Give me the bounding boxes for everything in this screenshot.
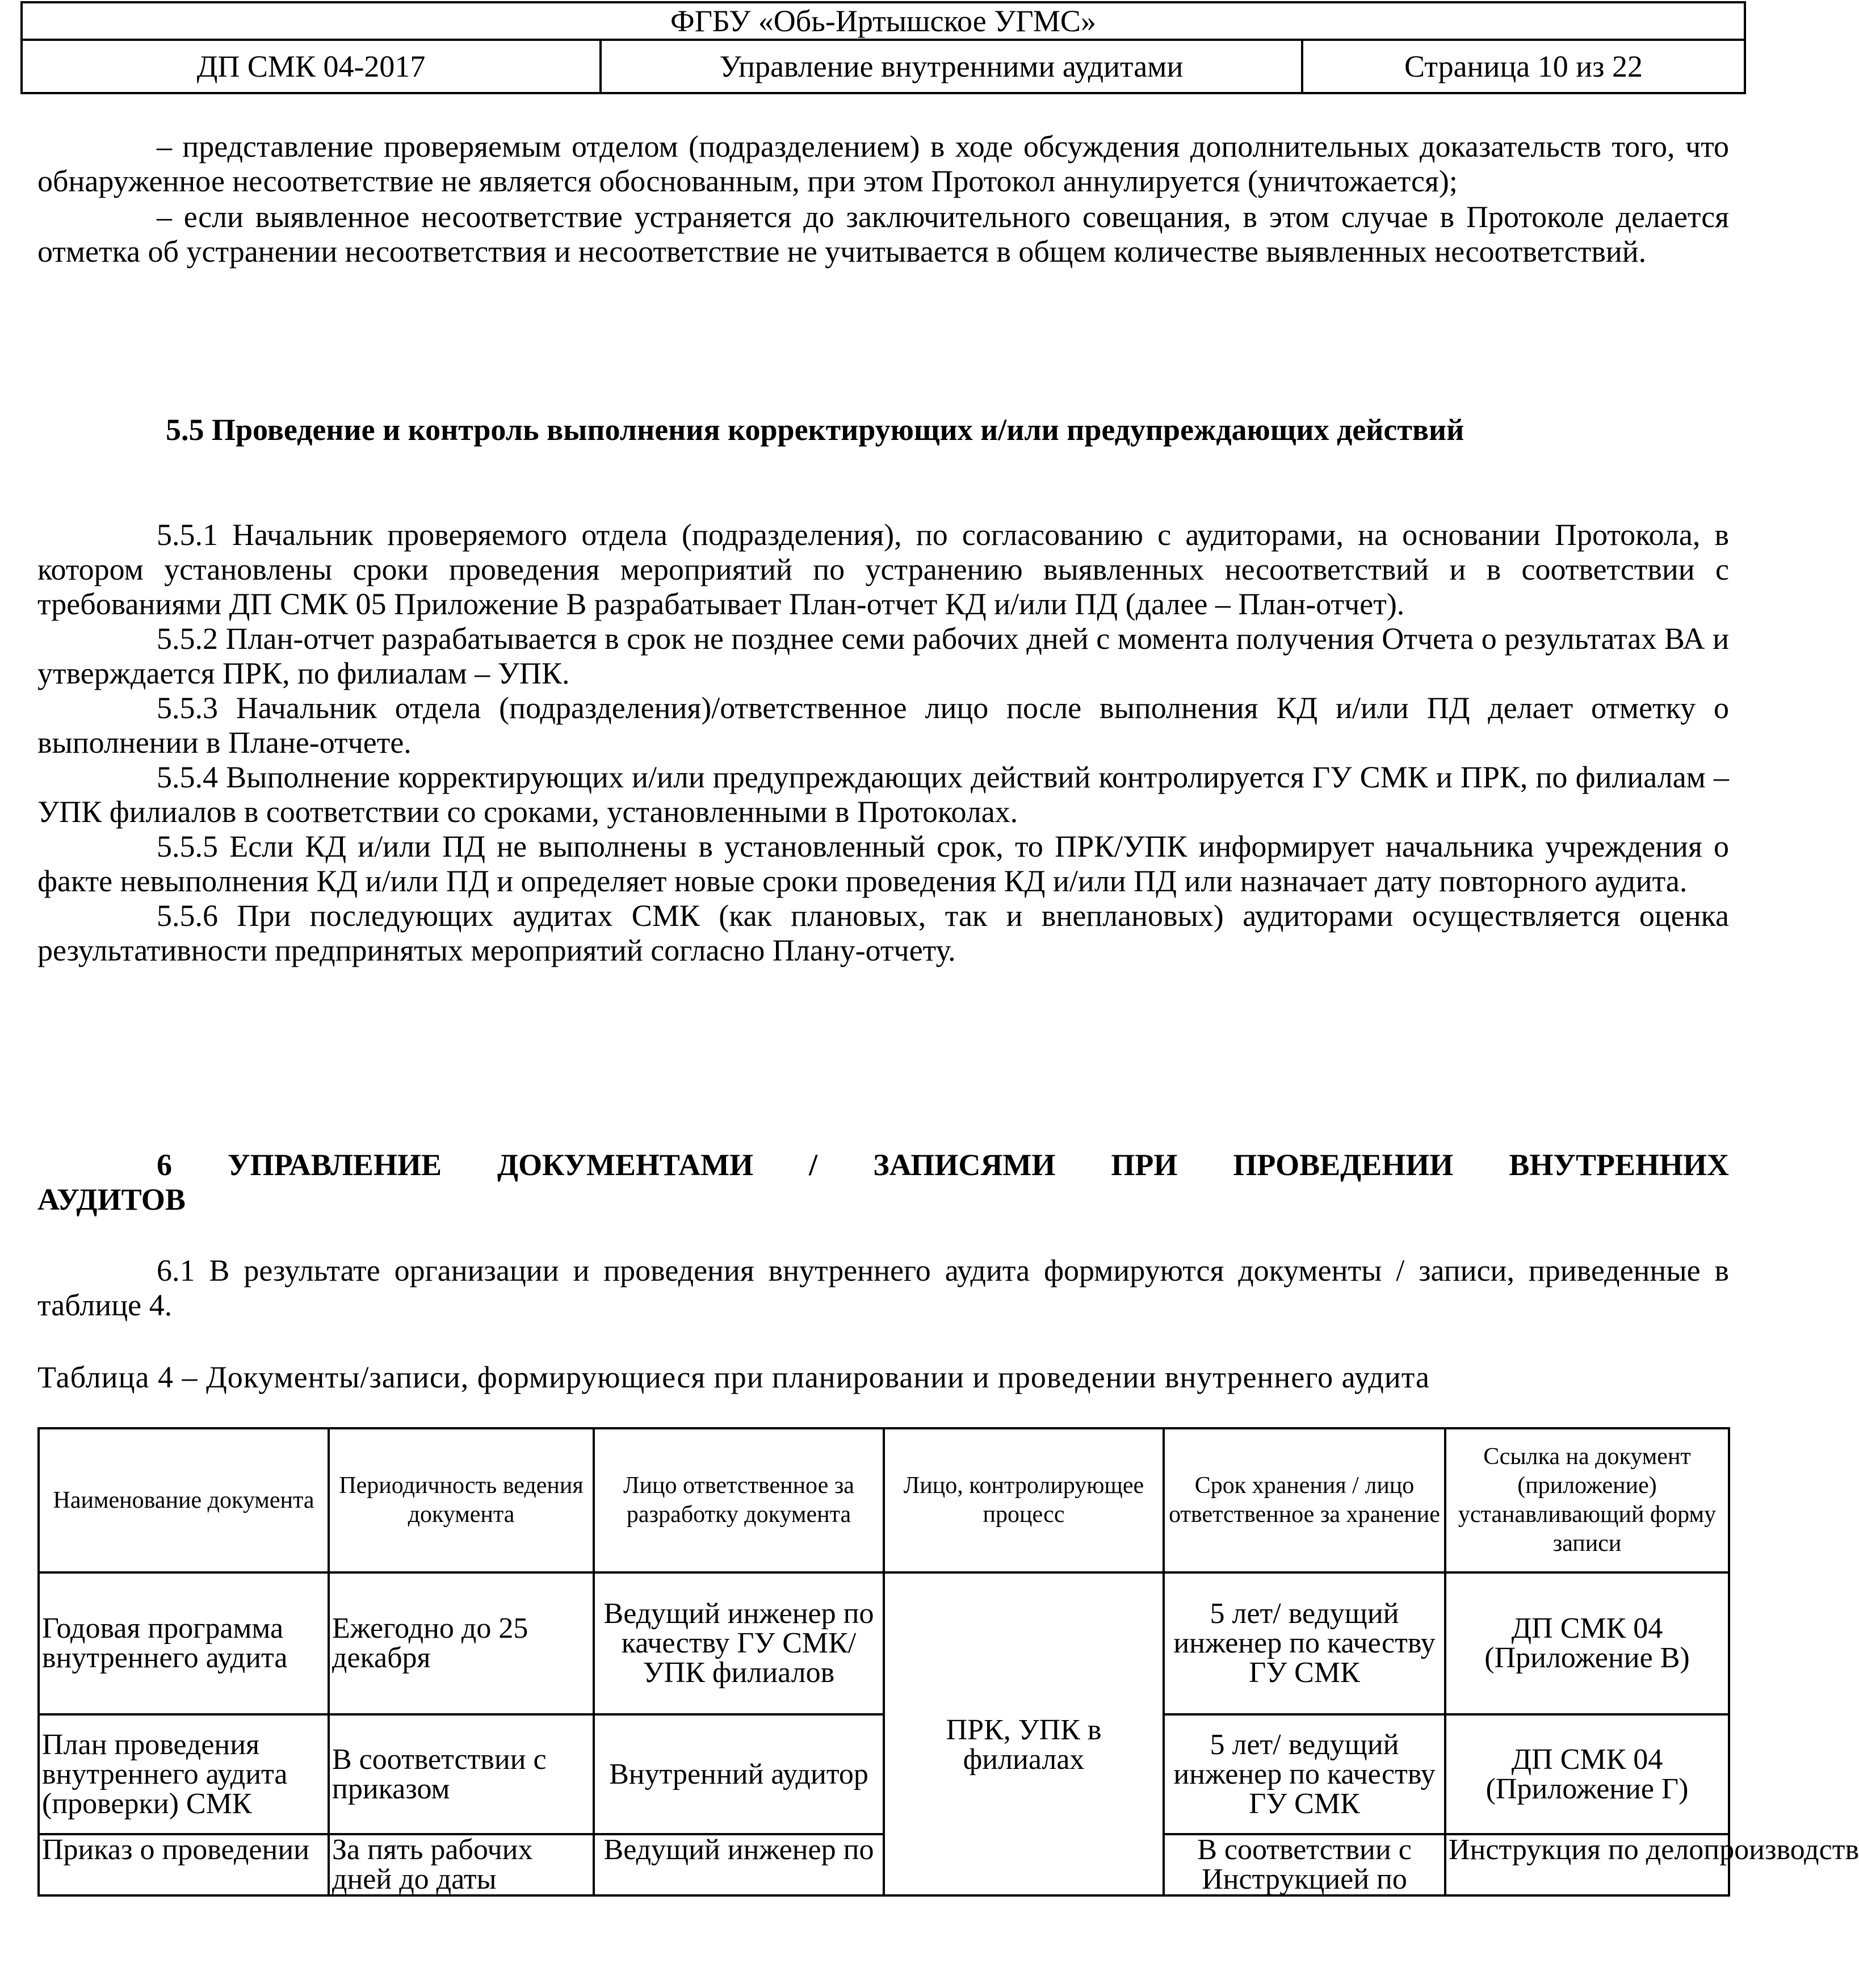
page-number: Страница 10 из 22 [1302, 40, 1745, 93]
paragraph-5-5-2: 5.5.2 План-отчет разрабатывается в срок не позднее семи рабочих дней с момента получения Отчета о результатах ВА и утверждается ПРК, по филиалам – УПК. [37, 622, 1729, 690]
column-header: Срок хранения / лицо ответственное за хранение [1164, 1428, 1445, 1572]
paragraph-5-5-3: 5.5.3 Начальник отдела (подразделения)/ответственное лицо после выполнения КД и/или ПД делает отметку о выполнении в Плане-отчете. [37, 691, 1729, 760]
paragraph-5-5-5: 5.5.5 Если КД и/или ПД не выполнены в установленный срок, то ПРК/УПК информирует начальника учреждения о факте невыполнения КД и/или ПД и определяет новые сроки проведения КД и/или ПД или назначает дату повторного аудита. [37, 829, 1729, 898]
list-item-elimination: – если выявленное несоответствие устраняется до заключительного совещания, в этом случае в Протоколе делается отметка об устранении несоответствия и несоответствие не учитывается в общем количестве выявленных несоответствий. [37, 200, 1729, 269]
paragraph-5-5-1: 5.5.1 Начальник проверяемого отдела (подразделения), по согласованию с аудиторами, на основании Протокола, в котором установлены сроки проведения мероприятий по устранению выявленных несоответствий и в соответствии с требованиями ДП СМК 05 Приложение В разрабатывает План-отчет КД и/или ПД (далее – План-отчет). [37, 518, 1729, 621]
table-header-row [39, 1428, 1729, 1572]
column-header: Периодичность ведения документа [329, 1428, 594, 1572]
section-5-5 [37, 413, 1729, 447]
paragraph-5-5-4: 5.5.4 Выполнение корректирующих и/или предупреждающих действий контролируется ГУ СМК и ПРК, по филиалам – УПК филиалов в соответствии со сроками, установленными в Протоколах. [37, 760, 1729, 829]
table-caption: Таблица 4 – Документы/записи, формирующиеся при планировании и проведении внутреннего аудита [37, 1360, 1430, 1394]
org-name: ФГБУ «Обь-Иртышское УГМС» [22, 2, 1745, 40]
section-heading-6: 6 УПРАВЛЕНИЕ ДОКУМЕНТАМИ / ЗАПИСЯМИ ПРИ ПРОВЕДЕНИИ ВНУТРЕННИХ АУДИТОВ [37, 1148, 1729, 1217]
section-heading-5-5: 5.5 Проведение и контроль выполнения корректирующих и/или предупреждающих действий [166, 413, 1464, 447]
cell-period: За пять рабочих дней до даты [329, 1834, 594, 1895]
cell-developer: Внутренний аудитор [594, 1714, 884, 1834]
section-5-5-body [37, 518, 1729, 968]
cell-name: План проведения внутреннего аудита (проверки) СМК [39, 1714, 329, 1834]
cell-storage: 5 лет/ ведущий инженер по качеству ГУ СМК [1164, 1572, 1445, 1714]
cell-name: Годовая программа внутреннего аудита [39, 1572, 329, 1714]
list-item-annulment: – представление проверяемым отделом (подразделением) в ходе обсуждения дополнительных доказательств того, что обнаруженное несоответствие не является обоснованным, при этом Протокол аннулируется (уничтожается); [37, 129, 1729, 198]
cell-developer: Ведущий инженер по качеству ГУ СМК/ УПК филиалов [594, 1572, 884, 1714]
documents-table [37, 1427, 1859, 1897]
cell-controller: ПРК, УПК в филиалах [884, 1572, 1164, 1895]
cell-storage: В соответствии с Инструкцией по [1164, 1834, 1445, 1895]
paragraph-5-5-6: 5.5.6 При последующих аудитах СМК (как плановых, так и внеплановых) аудиторами осуществляется оценка результативности предпринятых мероприятий согласно Плану-отчету. [37, 899, 1729, 967]
column-header: Наименование документа [39, 1428, 329, 1572]
section-6-body [37, 1253, 1729, 1323]
cell-period: Ежегодно до 25 декабря [329, 1572, 594, 1714]
cell-developer: Ведущий инженер по [594, 1834, 884, 1895]
cell-storage: 5 лет/ ведущий инженер по качеству ГУ СМК [1164, 1714, 1445, 1834]
cell-period: В соответствии с приказом [329, 1714, 594, 1834]
paragraph-6-1: 6.1 В результате организации и проведения внутреннего аудита формируются документы / записи, приведенные в таблице 4. [37, 1253, 1729, 1322]
cell-ref: Инструкция по делопроизводств [1445, 1834, 1729, 1895]
table-caption-block [37, 1360, 1729, 1395]
table-row [39, 1572, 1729, 1714]
cell-name: Приказ о проведении [39, 1834, 329, 1895]
cell-ref: ДП СМК 04 (Приложение В) [1445, 1572, 1729, 1714]
doc-code: ДП СМК 04-2017 [22, 40, 601, 93]
cell-ref: ДП СМК 04 (Приложение Г) [1445, 1714, 1729, 1834]
column-header: Лицо ответственное за разработку документа [594, 1428, 884, 1572]
doc-title: Управление внутренними аудитами [601, 40, 1302, 93]
list-section [37, 129, 1729, 269]
column-header: Лицо, контролирующее процесс [884, 1428, 1164, 1572]
page-header-table [20, 1, 1746, 94]
section-6 [37, 1148, 1729, 1217]
column-header: Ссылка на документ (приложение) устанавливающий форму записи [1445, 1428, 1729, 1572]
